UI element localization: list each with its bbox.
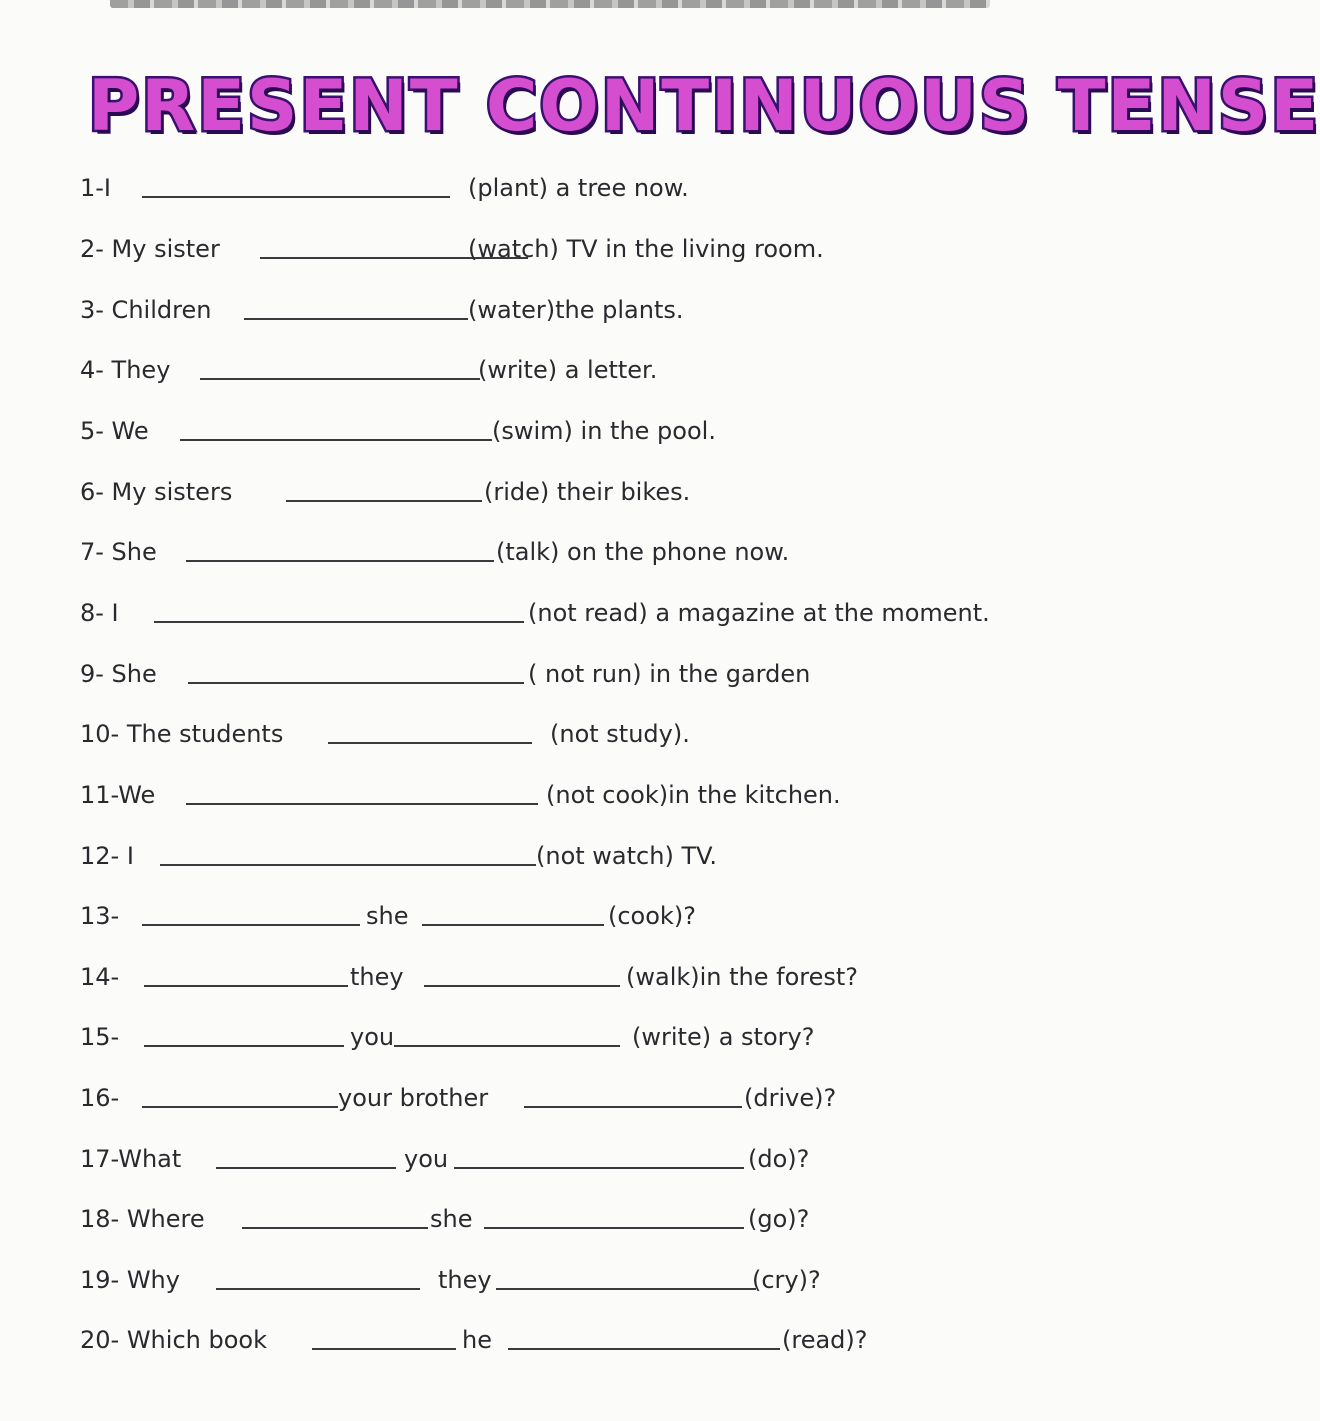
exercise-prompt: 19- Why (80, 1266, 180, 1294)
exercise-prompt: 8- I (80, 599, 119, 627)
verb-hint: (not watch) TV. (536, 842, 718, 870)
answer-blank[interactable] (142, 196, 450, 198)
exercise-prompt: 3- Children (80, 296, 212, 324)
subject-word: they (350, 963, 404, 991)
verb-hint: (water)the plants. (468, 296, 684, 324)
answer-blank[interactable] (496, 1288, 756, 1290)
answer-blank[interactable] (188, 682, 524, 684)
verb-hint: (talk) on the phone now. (496, 538, 790, 566)
answer-blank[interactable] (216, 1288, 420, 1290)
answer-blank[interactable] (244, 318, 468, 320)
verb-hint: ( not run) in the garden (528, 660, 811, 688)
answer-blank[interactable] (200, 378, 480, 380)
verb-hint: (do)? (748, 1145, 810, 1173)
exercise-prompt: 20- Which book (80, 1326, 267, 1354)
subject-word: she (366, 902, 409, 930)
answer-blank[interactable] (142, 924, 360, 926)
answer-blank[interactable] (216, 1167, 396, 1169)
verb-hint: (not cook)in the kitchen. (546, 781, 841, 809)
exercise-prompt: 14- (80, 963, 120, 991)
verb-hint: (write) a story? (632, 1023, 815, 1051)
answer-blank[interactable] (186, 560, 494, 562)
answer-blank[interactable] (180, 439, 492, 441)
exercise-prompt: 16- (80, 1084, 120, 1112)
answer-blank[interactable] (142, 1106, 338, 1108)
answer-blank[interactable] (286, 500, 482, 502)
exercise-prompt: 4- They (80, 356, 171, 384)
answer-blank[interactable] (186, 803, 538, 805)
exercise-prompt: 5- We (80, 417, 149, 445)
exercise-prompt: 15- (80, 1023, 120, 1051)
verb-hint: (go)? (748, 1205, 810, 1233)
verb-hint: (not read) a magazine at the moment. (528, 599, 990, 627)
answer-blank[interactable] (144, 1045, 344, 1047)
verb-hint: (watch) TV in the living room. (468, 235, 824, 263)
verb-hint: (read)? (782, 1326, 868, 1354)
subject-word: he (462, 1326, 492, 1354)
answer-blank[interactable] (508, 1348, 780, 1350)
exercise-prompt: 10- The students (80, 720, 284, 748)
answer-blank[interactable] (160, 864, 536, 866)
answer-blank[interactable] (394, 1045, 620, 1047)
answer-blank[interactable] (312, 1348, 456, 1350)
answer-blank[interactable] (484, 1227, 744, 1229)
verb-hint: (walk)in the forest? (626, 963, 859, 991)
answer-blank[interactable] (424, 985, 620, 987)
verb-hint: (cook)? (608, 902, 696, 930)
subject-word: your brother (338, 1084, 489, 1112)
subject-word: she (430, 1205, 473, 1233)
verb-hint: (swim) in the pool. (492, 417, 716, 445)
answer-blank[interactable] (328, 742, 532, 744)
exercise-prompt: 7- She (80, 538, 157, 566)
answer-blank[interactable] (524, 1106, 742, 1108)
exercise-prompt: 1-I (80, 174, 112, 202)
answer-blank[interactable] (422, 924, 604, 926)
exercise-prompt: 17-What (80, 1145, 182, 1173)
exercise-prompt: 6- My sisters (80, 478, 233, 506)
verb-hint: (plant) a tree now. (468, 174, 689, 202)
verb-hint: (cry)? (752, 1266, 821, 1294)
exercise-prompt: 18- Where (80, 1205, 205, 1233)
verb-hint: (write) a letter. (478, 356, 658, 384)
exercise-prompt: 11-We (80, 781, 156, 809)
verb-hint: (ride) their bikes. (484, 478, 691, 506)
subject-word: they (438, 1266, 492, 1294)
exercise-prompt: 2- My sister (80, 235, 220, 263)
verb-hint: (drive)? (744, 1084, 837, 1112)
subject-word: you (404, 1145, 449, 1173)
answer-blank[interactable] (454, 1167, 744, 1169)
exercise-prompt: 12- I (80, 842, 134, 870)
subject-word: you (350, 1023, 395, 1051)
worksheet-title: PRESENT CONTINUOUS TENSE (88, 65, 1320, 147)
answer-blank[interactable] (242, 1227, 428, 1229)
exercise-prompt: 13- (80, 902, 120, 930)
answer-blank[interactable] (144, 985, 348, 987)
verb-hint: (not study). (550, 720, 690, 748)
answer-blank[interactable] (154, 621, 524, 623)
exercise-prompt: 9- She (80, 660, 157, 688)
